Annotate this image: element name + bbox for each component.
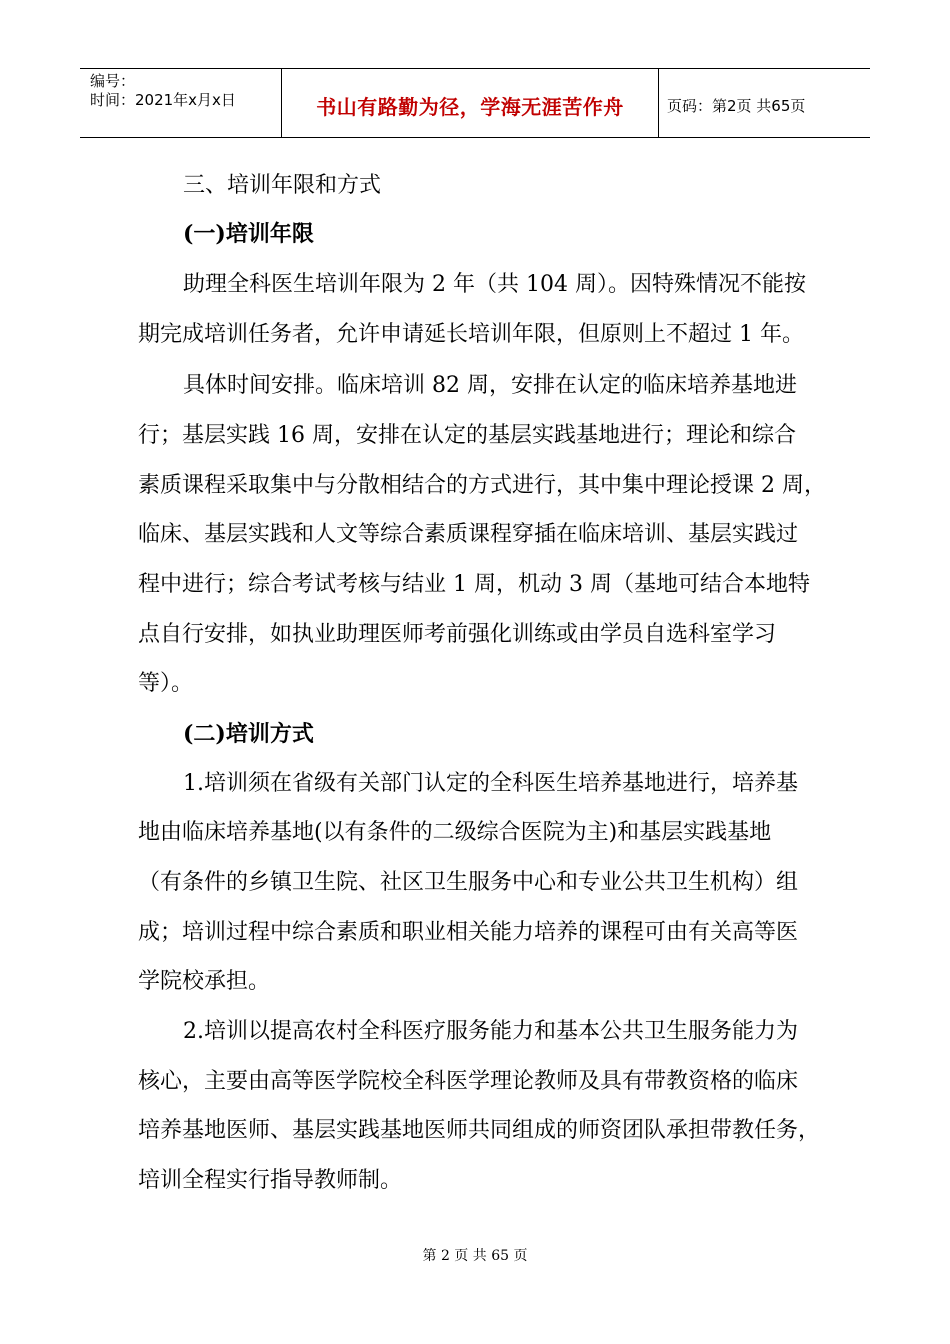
header-motto-cell bbox=[282, 69, 659, 137]
section-title: 三、培训年限和方式 bbox=[183, 173, 382, 198]
header-page-label: 页码：第2页 共65页 bbox=[667, 96, 806, 115]
paragraph-line: 程中进行；综合考试考核与结业 1 周，机动 3 周（基地可结合本地特 bbox=[138, 572, 810, 597]
page-header bbox=[80, 68, 870, 138]
paragraph-line: 素质课程采取集中与分散相结合的方式进行，其中集中理论授课 2 周， bbox=[138, 473, 826, 498]
paragraph-line: 培训全程实行指导教师制。 bbox=[138, 1168, 403, 1193]
paragraph-line: 等）。 bbox=[138, 671, 194, 696]
paragraph-line: 点自行安排，如执业助理医师考前强化训练或由学员自选科室学习 bbox=[138, 622, 777, 647]
paragraph-line: 2.培训以提高农村全科医疗服务能力和基本公共卫生服务能力为 bbox=[183, 1019, 798, 1044]
paragraph-line: 1.培训须在省级有关部门认定的全科医生培养基地进行，培养基 bbox=[183, 771, 798, 796]
document-number-label: 编号： bbox=[90, 72, 136, 90]
header-meta-cell bbox=[80, 69, 282, 137]
header-page-cell bbox=[659, 69, 870, 137]
paragraph-line: 成；培训过程中综合素质和职业相关能力培养的课程可由有关高等医 bbox=[138, 920, 799, 945]
paragraph-line: 核心，主要由高等医学院校全科医学理论教师及具有带教资格的临床 bbox=[138, 1069, 799, 1094]
paragraph-line: 临床、基层实践和人文等综合素质课程穿插在临床培训、基层实践过 bbox=[138, 522, 799, 547]
page-footer: 第 2 页 共 65 页 bbox=[422, 1248, 528, 1264]
document-date-label: 时间：2021年x月x日 bbox=[90, 91, 236, 109]
paragraph-line: 学院校承担。 bbox=[138, 969, 271, 994]
paragraph-line: 具体时间安排。临床培训 82 周，安排在认定的临床培养基地进 bbox=[183, 373, 797, 398]
paragraph-line: 期完成培训任务者，允许申请延长培训年限，但原则上不超过 1 年。 bbox=[138, 322, 804, 347]
paragraph-line: （有条件的乡镇卫生院、社区卫生服务中心和专业公共卫生机构）组 bbox=[138, 870, 799, 895]
subsection-title-duration: (一)培训年限 bbox=[183, 221, 314, 247]
paragraph-line: 助理全科医生培训年限为 2 年（共 104 周）。因特殊情况不能按 bbox=[183, 272, 806, 297]
paragraph-line: 地由临床培养基地(以有条件的二级综合医院为主)和基层实践基地 bbox=[138, 820, 772, 845]
header-motto: 书山有路勤为径，学海无涯苦作舟 bbox=[316, 94, 624, 119]
subsection-title-method: (二)培训方式 bbox=[183, 721, 314, 747]
paragraph-line: 培养基地医师、基层实践基地医师共同组成的师资团队承担带教任务， bbox=[138, 1118, 821, 1143]
paragraph-line: 行；基层实践 16 周，安排在认定的基层实践基地进行；理论和综合 bbox=[138, 423, 796, 448]
